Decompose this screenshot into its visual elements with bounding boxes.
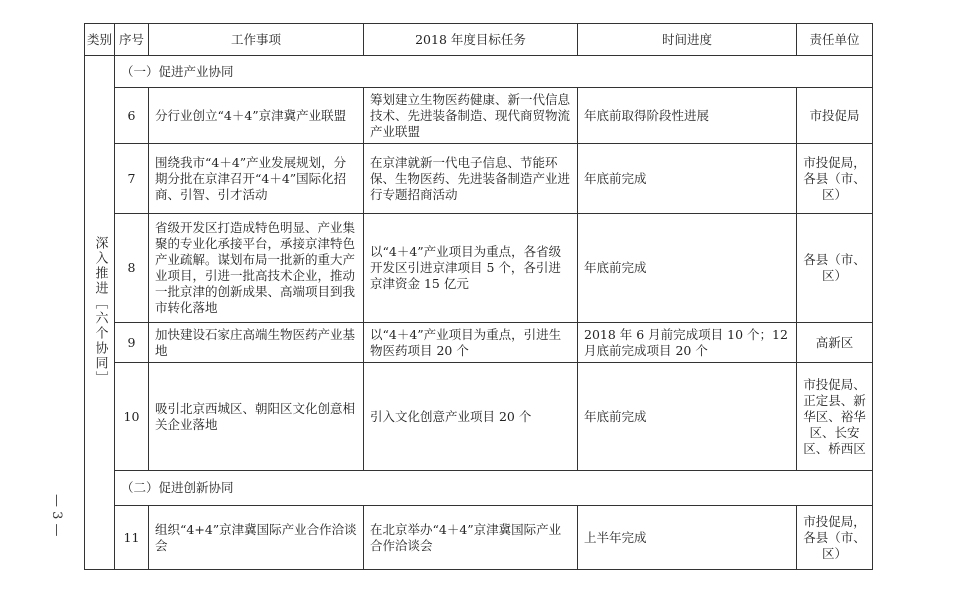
row-goal: 筹划建立生物医药健康、新一代信息技术、先进装备制造、现代商贸物流产业联盟 (364, 88, 578, 144)
row-unit: 市投促局，各县（市、区） (797, 506, 873, 570)
row-progress: 年底前完成 (578, 363, 797, 471)
header-goal: 2018 年度目标任务 (364, 24, 578, 56)
row-progress: 年底前完成 (578, 214, 797, 323)
category-label: 深入推进［六个协同］ (92, 235, 108, 386)
category-cell (85, 56, 115, 570)
section-title: （二）促进创新协同 (115, 471, 873, 506)
row-item: 组织“4+4”京津冀国际产业合作洽谈会 (149, 506, 364, 570)
row-unit: 市投促局，各县（市、区） (797, 144, 873, 214)
row-item: 省级开发区打造成特色明显、产业集聚的专业化承接平台，承接京津特色产业疏解。谋划布局一批新的重大产业项目，引进一批高技术企业，推动一批京津的创新成果、高端项目到我市转化落地 (149, 214, 364, 323)
header-progress: 时间进度 (578, 24, 797, 56)
row-number: 6 (115, 88, 149, 144)
page-number: — 3 — (49, 493, 64, 537)
row-number: 7 (115, 144, 149, 214)
row-goal: 引入文化创意产业项目 20 个 (364, 363, 578, 471)
row-goal: 在京津就新一代电子信息、节能环保、生物医药、先进装备制造产业进行专题招商活动 (364, 144, 578, 214)
header-unit: 责任单位 (797, 24, 873, 56)
row-number: 10 (115, 363, 149, 471)
row-item: 分行业创立“4＋4”京津冀产业联盟 (149, 88, 364, 144)
table-row (85, 214, 873, 323)
header-row (85, 24, 873, 56)
table-row (85, 363, 873, 471)
row-unit: 市投促局 (797, 88, 873, 144)
header-item: 工作事项 (149, 24, 364, 56)
table-row (85, 88, 873, 144)
row-unit: 市投促局、正定县、新华区、裕华区、长安区、桥西区 (797, 363, 873, 471)
section-row (85, 56, 873, 88)
header-category: 类别 (85, 24, 115, 56)
task-table (84, 23, 873, 570)
row-unit: 高新区 (797, 323, 873, 363)
row-item: 围绕我市“4＋4”产业发展规划，分期分批在京津召开“4＋4”国际化招商、引智、引才活动 (149, 144, 364, 214)
row-progress: 年底前完成 (578, 144, 797, 214)
row-number: 11 (115, 506, 149, 570)
row-number: 8 (115, 214, 149, 323)
row-progress: 2018 年 6 月前完成项目 10 个；12 月底前完成项目 20 个 (578, 323, 797, 363)
row-goal: 以“4＋4”产业项目为重点，引进生物医药项目 20 个 (364, 323, 578, 363)
table-row (85, 506, 873, 570)
row-unit: 各县（市、区） (797, 214, 873, 323)
row-item: 吸引北京西城区、朝阳区文化创意相关企业落地 (149, 363, 364, 471)
section-row (85, 471, 873, 506)
row-progress: 上半年完成 (578, 506, 797, 570)
row-item: 加快建设石家庄高端生物医药产业基地 (149, 323, 364, 363)
section-title: （一）促进产业协同 (115, 56, 873, 88)
row-goal: 以“4＋4”产业项目为重点，各省级开发区引进京津项目 5 个，各引进京津资金 15 亿元 (364, 214, 578, 323)
header-number: 序号 (115, 24, 149, 56)
row-number: 9 (115, 323, 149, 363)
row-goal: 在北京举办“4＋4”京津冀国际产业合作洽谈会 (364, 506, 578, 570)
table-row (85, 323, 873, 363)
row-progress: 年底前取得阶段性进展 (578, 88, 797, 144)
table-row (85, 144, 873, 214)
